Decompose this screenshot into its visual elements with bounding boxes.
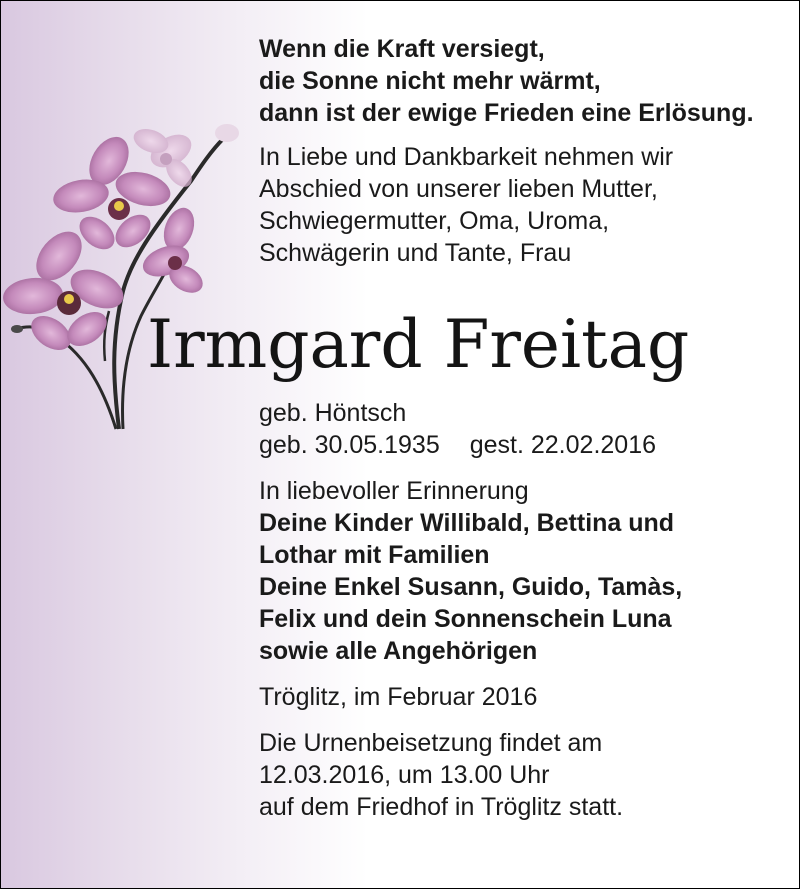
- intro-line: In Liebe und Dankbarkeit nehmen wir: [259, 143, 674, 171]
- poem: [259, 33, 779, 129]
- notice-text: [259, 33, 779, 269]
- notice-details: [259, 397, 779, 823]
- intro-line: Schwiegermutter, Oma, Uroma,: [259, 207, 610, 235]
- burial-info: [259, 727, 779, 823]
- poem-line: die Sonne nicht mehr wärmt,: [259, 67, 601, 95]
- orchid-illustration: [1, 111, 261, 441]
- death-date: gest. 22.02.2016: [469, 431, 657, 459]
- burial-line: auf dem Friedhof in Tröglitz statt.: [259, 793, 624, 821]
- mourners-line: sowie alle Angehörigen: [259, 637, 538, 665]
- mourners-line: Lothar mit Familien: [259, 541, 490, 569]
- birth-date: geb. 30.05.1935: [259, 431, 440, 459]
- burial-line: Die Urnenbeisetzung findet am: [259, 729, 603, 757]
- deceased-name: Irmgard Freitag: [147, 306, 690, 383]
- mourners-list: [259, 507, 779, 667]
- life-dates: [259, 429, 779, 461]
- intro-line: Abschied von unserer lieben Mutter,: [259, 175, 658, 203]
- poem-line: Wenn die Kraft versiegt,: [259, 35, 545, 63]
- mourners-line: Felix und dein Sonnenschein Luna: [259, 605, 672, 633]
- maiden-name: geb. Höntsch: [259, 399, 407, 427]
- poem-line: dann ist der ewige Frieden eine Erlösung.: [259, 99, 754, 127]
- place-date: Tröglitz, im Februar 2016: [259, 683, 538, 711]
- intro-text: [259, 141, 779, 269]
- intro-line: Schwägerin und Tante, Frau: [259, 239, 572, 267]
- mourners-line: Deine Kinder Willibald, Bettina und: [259, 509, 675, 537]
- mourners-line: Deine Enkel Susann, Guido, Tamàs,: [259, 573, 683, 601]
- mourners-intro: In liebevoller Erinnerung: [259, 477, 529, 505]
- burial-line: 12.03.2016, um 13.00 Uhr: [259, 761, 550, 789]
